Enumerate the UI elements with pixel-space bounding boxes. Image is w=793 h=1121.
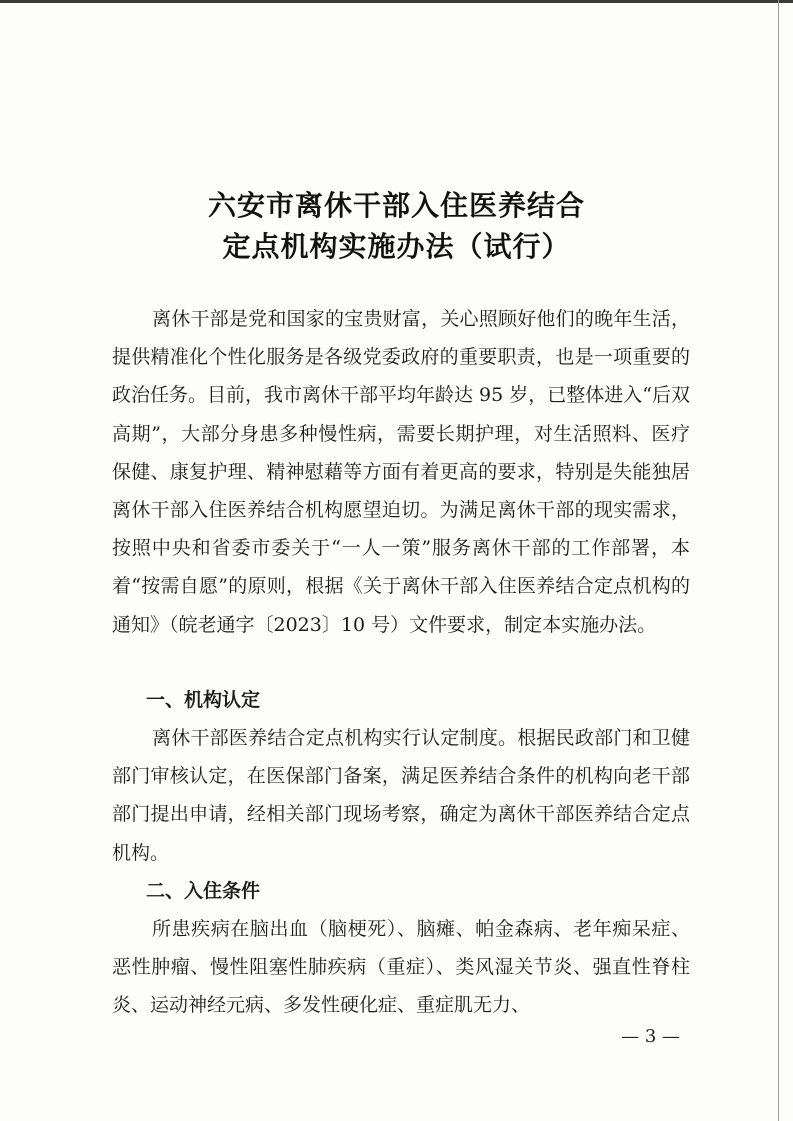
section2-paragraph [112, 910, 690, 1025]
section1-paragraph [112, 719, 690, 872]
intro-text: 离休干部是党和国家的宝贵财富，关心照顾好他们的晚年生活，提供精准化个性化服务是各级党委政府的重要职责，也是一项重要的政治任务。目前，我市离休干部平均年龄达 95 岁，已整体进入“后双高期”，大部分身患多种慢性病，需要长期护理，对生活照料、医疗保健、康复护理、精神慰藉等方面有着更高的要求，特别是失能独居离休干部入住医养结合机构愿望迫切。为满足离休干部的现实需求，按照中央和省委市委关于“一人一策”服务离休干部的工作部署，本着“按需自愿”的原则，根据《关于离休干部入住医养结合定点机构的通知》（皖老通字〔2023〕10 号）文件要求，制定本实施办法。 [112, 308, 690, 636]
page-number: — 3 — [621, 1026, 680, 1047]
document-title-line2: 定点机构实施办法（试行） [222, 230, 571, 263]
intro-paragraph [112, 300, 690, 644]
scan-edge-top [0, 0, 793, 3]
scan-edge-right [778, 0, 779, 1121]
document-title-line1: 六安市离休干部入住医养结合 [207, 189, 585, 222]
section1-heading: 一、机构认定 [146, 689, 261, 711]
section2-heading: 二、入住条件 [146, 880, 261, 902]
section2-text: 所患疾病在脑出血（脑梗死）、脑瘫、帕金森病、老年痴呆症、恶性肿瘤、慢性阻塞性肺疾病（重症）、类风湿关节炎、强直性脊柱炎、运动神经元病、多发性硬化症、重症肌无力、 [112, 918, 690, 1017]
section1-text: 离休干部医养结合定点机构实行认定制度。根据民政部门和卫健部门审核认定，在医保部门备案，满足医养结合条件的机构向老干部部门提出申请，经相关部门现场考察，确定为离休干部医养结合定点机构。 [112, 727, 690, 864]
